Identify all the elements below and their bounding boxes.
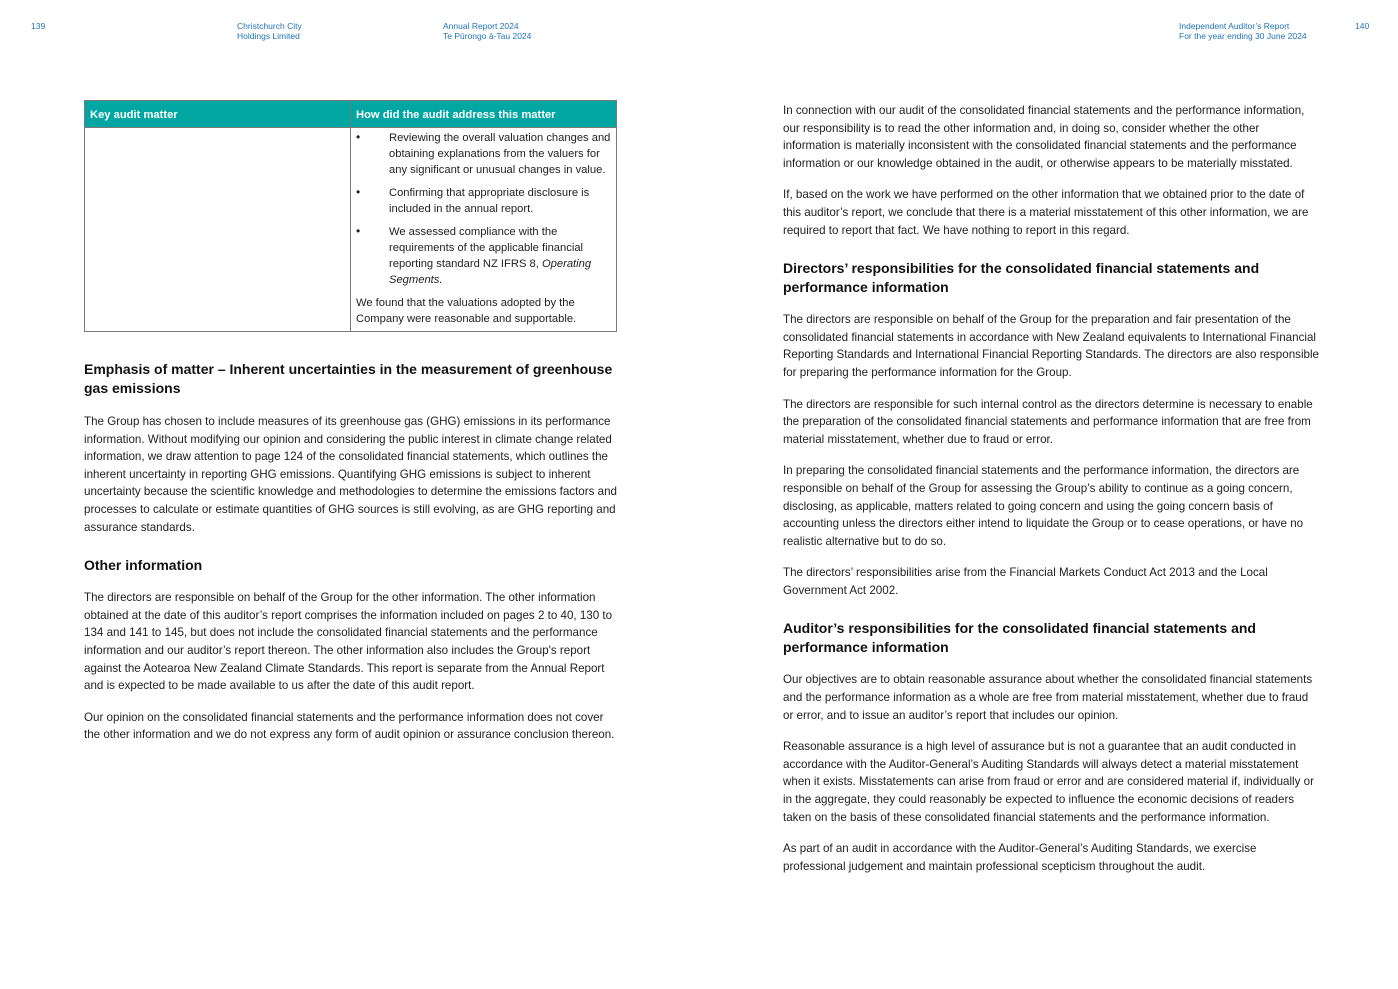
report-line-2: Te Pūrongo ā-Tau 2024 [443, 31, 532, 41]
emphasis-heading: Emphasis of matter – Inherent uncertainties in the measurement of greenhouse gas emissions [84, 361, 613, 396]
directors-responsibilities-heading: Directors’ responsibilities for the consolidated financial statements and performance information [783, 260, 1260, 296]
table-conclusion: We found that the valuations adopted by the Company were reasonable and supportable. [356, 297, 577, 325]
right-page [783, 102, 1319, 875]
audit-procedure-list [356, 130, 611, 288]
section-line-1: Independent Auditor’s Report [1179, 21, 1290, 31]
directors-paragraph-3: In preparing the consolidated financial statements and the performance information, the directors are responsible on behalf of the Group for assessing the Group’s ability to continue as a going concern, disclosing, as applicable, matters related to going concern and using the going concern basis of accounting unless the directors either intend to liquidate the Group or to cease operations, or have no realistic alternative but to do so. [783, 464, 1304, 548]
bullet-icon: • [356, 130, 361, 144]
auditor-paragraph-1: Our objectives are to obtain reasonable assurance about whether the consolidated financial statements and the performance information as a whole are free from material misstatement, whether due to fraud or error, and to issue an auditor’s report that includes our opinion. [783, 673, 1313, 722]
page-number-right: 140 [1355, 21, 1370, 31]
org-line-1: Christchurch City [237, 21, 302, 31]
list-item: • Confirming that appropriate disclosure is included in the annual report. [356, 185, 590, 215]
key-audit-matter-table [84, 100, 617, 332]
other-information-paragraph-2: Our opinion on the consolidated financial statements and the performance information does not cover the other information and we do not express any form of audit opinion or assurance conclusion thereon. [84, 710, 615, 742]
list-item: • We assessed compliance with the requirements of the applicable financial reporting standard NZ IFRS 8, Operating Segments. [356, 224, 592, 286]
table-cell-audit-approach [351, 128, 617, 332]
standard-name: Operating Segments. [389, 258, 592, 286]
auditor-responsibilities-heading: Auditor’s responsibilities for the consolidated financial statements and performance information [783, 620, 1256, 656]
report-title [443, 21, 531, 41]
section-title [1179, 21, 1307, 41]
directors-paragraph-1: The directors are responsible on behalf of the Group for the preparation and fair presentation of the consolidated financial statements in accordance with New Zealand equivalents to International Financial Reporting Standards and International Financial Reporting Standards. The directors are also responsible for preparing the performance information for the Group. [783, 313, 1319, 379]
other-information-paragraph-1: The directors are responsible on behalf of the Group for the other information. The other information obtained at the date of this auditor’s report comprises the information included on pages 2 to 40, 130 to 134 and 141 to 145, but does not include the consolidated financial statements and the performance information and our auditor’s report thereon. The other information also includes the Group's report against the Aotearoa New Zealand Climate Standards. This report is separate from the Annual Report and is expected to be made available to us after the date of this audit report. [84, 591, 613, 693]
page-number-left: 139 [31, 21, 46, 31]
other-info-conclusion-paragraph: If, based on the work we have performed on the other information that we obtained prior to the date of this auditor’s report, we conclude that there is a material misstatement of this other information, we are required to report that fact. We have nothing to report in this regard. [783, 188, 1309, 237]
list-item: • Reviewing the overall valuation changes and obtaining explanations from the valuers for any significant or unusual changes in value. [356, 130, 611, 176]
emphasis-paragraph: The Group has chosen to include measures of its greenhouse gas (GHG) emissions in its performance information. Without modifying our opinion and considering the public interest in climate change related information, we draw attention to page 124 of the consolidated financial statements, which outlines the inherent uncertainty in reporting GHG emissions. Quantifying GHG emissions is subject to inherent uncertainty because the scientific knowledge and methodologies to determine the emissions factors and processes to calculate or estimate quantities of GHG sources is still evolving, as are GHG reporting and assurance standards. [84, 415, 617, 534]
organisation-name [237, 21, 302, 41]
directors-paragraph-2: The directors are responsible for such internal control as the directors determine is necessary to enable the preparation of the consolidated financial statements and performance information that are free from material misstatement, whether due to fraud or error. [783, 397, 1313, 446]
bullet-icon: • [356, 185, 361, 199]
left-page [84, 100, 620, 744]
report-line-1: Annual Report 2024 [443, 21, 519, 31]
directors-paragraph-4: The directors’ responsibilities arise from the Financial Markets Conduct Act 2013 and the Local Government Act 2002. [783, 566, 1268, 597]
auditor-paragraph-3: As part of an audit in accordance with the Auditor-General’s Auditing Standards, we exercise professional judgement and maintain professional scepticism throughout the audit. [783, 842, 1257, 873]
org-line-2: Holdings Limited [237, 31, 300, 41]
auditor-paragraph-2: Reasonable assurance is a high level of assurance but is not a guarantee that an audit conducted in accordance with the Auditor-General’s Auditing Standards will always detect a material misstatement when it exists. Misstatements can arise from fraud or error and are considered material if, individually or in the aggregate, they could reasonably be expected to influence the economic decisions of readers taken on the basis of these consolidated financial statements and the performance information. [783, 740, 1314, 824]
table-header-audit-approach: How did the audit address this matter [351, 101, 617, 128]
bullet-icon: • [356, 224, 361, 238]
other-information-heading: Other information [84, 557, 203, 574]
section-line-2: For the year ending 30 June 2024 [1179, 31, 1307, 41]
table-header-key-audit-matter: Key audit matter [85, 101, 351, 128]
other-info-responsibility-paragraph: In connection with our audit of the consolidated financial statements and the performance information, our responsibility is to read the other information and, in doing so, consider whether the other information is materially inconsistent with the consolidated financial statements and the performance information or our knowledge obtained in the audit, or otherwise appears to be materially misstated. [783, 104, 1305, 170]
table-cell-empty [85, 128, 351, 332]
